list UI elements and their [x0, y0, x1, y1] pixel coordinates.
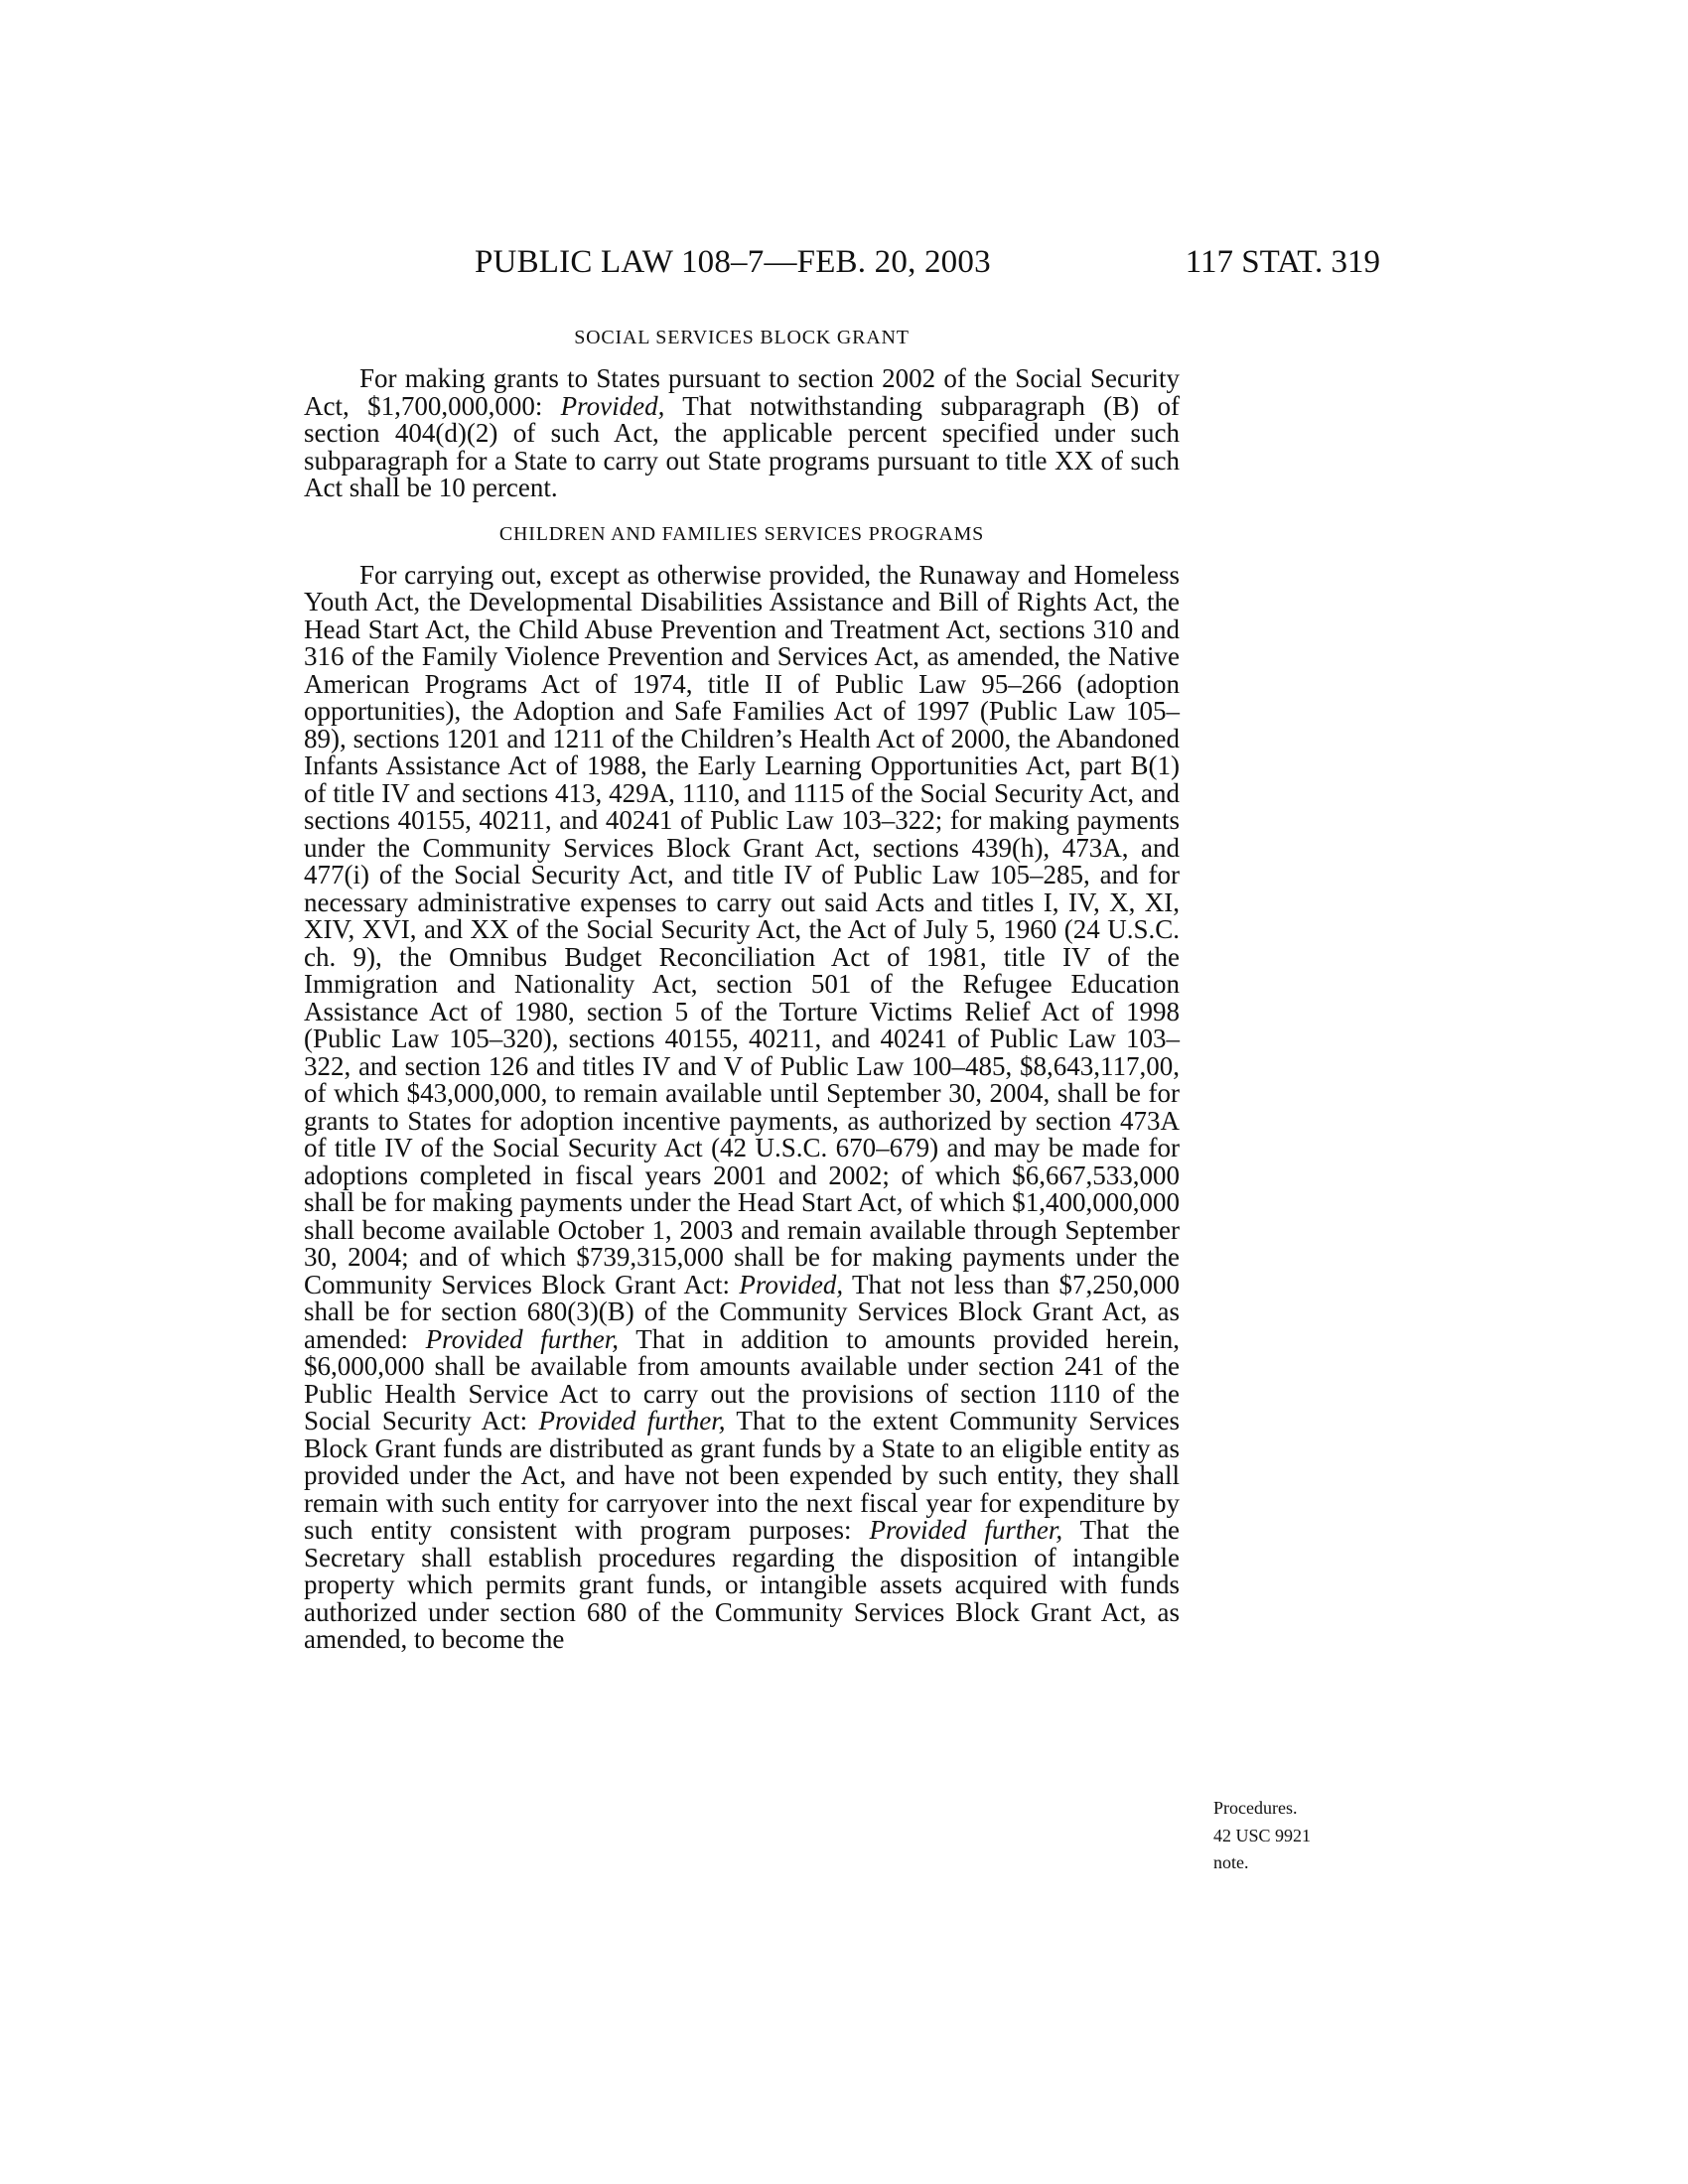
social-services-paragraph: [304, 365, 1180, 502]
section-heading-social-services: SOCIAL SERVICES BLOCK GRANT: [574, 327, 910, 348]
provided-clause: Provided,: [739, 1269, 844, 1299]
provided-clause: Provided,: [560, 390, 665, 421]
text-run: That notwithstanding subparagraph (B) of section 404(d)(2) of such Act, the applicable percent specified under such subparagraph for a State to carry out State programs pursuant to title XX of such Act shall be 10 percent.: [304, 390, 1180, 502]
section-heading-children-families: CHILDREN AND FAMILIES SERVICES PROGRAMS: [498, 522, 985, 545]
statute-citation: 117 STAT. 319: [1185, 244, 1380, 280]
provided-further-clause: Provided further,: [869, 1515, 1063, 1545]
margin-note-procedures: Procedures.: [1213, 1798, 1298, 1818]
text-run: That to the extent Community Services Block Grant funds are distributed as grant funds by a State to an eligible entity as provided under the Act, and have not been expended by such entity, they shall remain with such entity for carryover into the next fiscal year for expenditure by such entity consistent with program purposes:: [304, 1406, 1180, 1545]
text-run: That the Secretary shall establish procedures regarding the disposition of intangible property which permits grant funds, or intangible assets acquired with funds authorized under section 680 of the Community Services Block Grant Act, as amended, to become the: [304, 1515, 1180, 1654]
provided-further-clause: Provided further,: [425, 1323, 620, 1354]
running-head: PUBLIC LAW 108–7—FEB. 20, 2003: [475, 244, 991, 280]
margin-note: [1213, 1795, 1372, 1877]
text-run: That in addition to amounts provided herein, $6,000,000 shall be available from amounts available under section 241 of the Public Health Service Act to carry out the provisions of section 1110 of the Social Security Act:: [304, 1323, 1180, 1435]
provided-further-clause: Provided further,: [538, 1406, 726, 1435]
children-families-paragraph: [304, 559, 1180, 1654]
margin-note-usc-citation: 42 USC 9921: [1213, 1825, 1312, 1845]
text-run: That not less than $7,250,000 shall be for section 680(3)(B) of the Community Services Block Grant Act, as amended:: [304, 1269, 1180, 1354]
page-header: [475, 244, 1380, 290]
margin-note-note: note.: [1213, 1852, 1249, 1872]
text-run: For making grants to States pursuant to section 2002 of the Social Security Act, $1,700,000,000:: [304, 363, 1180, 421]
text-run: For carrying out, except as otherwise provided, the Runaway and Homeless Youth Act, the Developmental Disabilities Assistance and Bill of Rights Act, the Head Start Act, the Child Abuse Prevention and Treatment Act, sections 310 and 316 of the Family Violence Prevention and Services Act, as amended, the Native American Programs Act of 1974, title II of Public Law 95–266 (adoption opportunities), the Adoption and Safe Families Act of 1997 (Public Law 105–89), sections 1201 and 1211 of the Children’s Health Act of 2000, the Abandoned Infants Assistance Act of 1988, the Early Learning Opportunities Act, part B(1) of title IV and sections 413, 429A, 1110, and 1115 of the Social Security Act, and sections 40155, 40211, and 40241 of Public Law 103–322; for making payments under the Community Services Block Grant Act, sections 439(h), 473A, and 477(i) of the Social Security Act, and title IV of Public Law 105–285, and for necessary administrative expenses to carry out said Acts and titles I, IV, X, XI, XIV, XVI, and XX of the Social Security Act, the Act of July 5, 1960 (24 U.S.C. ch. 9), the Omnibus Budget Reconciliation Act of 1981, title IV of the Immigration and Nationality Act, section 501 of the Refugee Education Assistance Act of 1980, section 5 of the Torture Victims Relief Act of 1998 (Public Law 105–320), sections 40155, 40211, and 40241 of Public Law 103–322, and section 126 and titles IV and V of Public Law 100–485, $8,643,117,00, of which $43,000,000, to remain available until September 30, 2004, shall be for grants to States for adoption incentive payments, as authorized by section 473A of title IV of the Social Security Act (42 U.S.C. 670–679) and may be made for adoptions completed in fiscal years 2001 and 2002; of which $6,667,533,000 shall be for making payments under the Head Start Act, of which $1,400,000,000 shall become available October 1, 2003 and remain available through September 30, 2004; and of which $739,315,000 shall be for making payments under the Community Services Block Grant Act:: [304, 559, 1180, 1299]
document-body: [304, 324, 1180, 1654]
